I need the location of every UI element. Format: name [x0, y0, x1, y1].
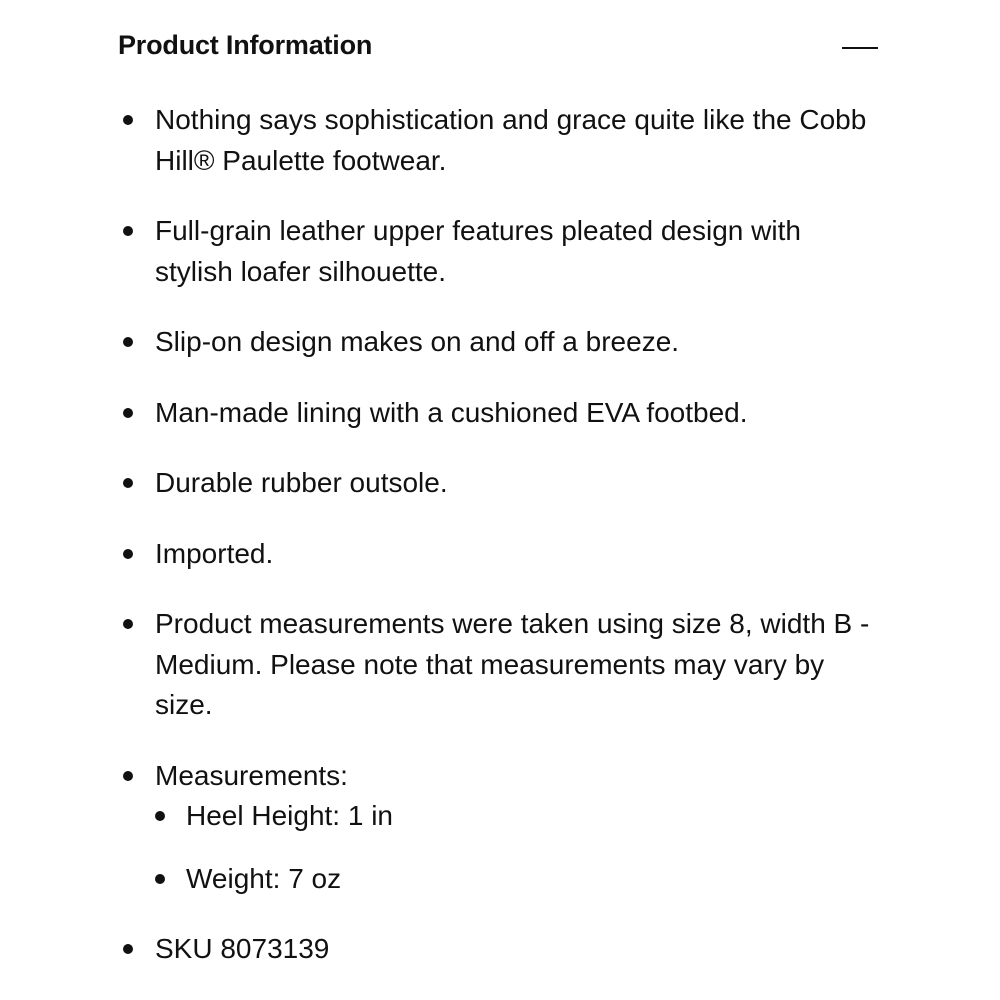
list-item	[155, 463, 885, 504]
sku-item	[155, 929, 885, 970]
bullet-icon	[123, 771, 133, 781]
list-item-text: Imported.	[155, 537, 274, 569]
list-item-text: Nothing says sophistication and grace quite like the Cobb Hill® Paulette footwear.	[155, 104, 867, 176]
measurement-item	[155, 859, 885, 900]
product-information-header[interactable]	[118, 28, 880, 68]
bullet-icon	[123, 619, 133, 629]
section-title: Product Information	[118, 30, 373, 60]
measurement-item	[155, 796, 885, 837]
list-item	[155, 322, 885, 363]
list-item	[155, 211, 885, 292]
bullet-icon	[155, 811, 165, 821]
measurements-label: Measurements:	[155, 759, 348, 791]
bullet-icon	[123, 944, 133, 954]
measurement-text: Heel Height: 1 in	[186, 800, 394, 831]
bullet-icon	[123, 408, 133, 418]
list-item	[155, 534, 885, 575]
minus-icon	[842, 47, 878, 49]
bullet-icon	[123, 115, 133, 125]
bullet-icon	[123, 337, 133, 347]
list-item-text: Man-made lining with a cushioned EVA footbed.	[155, 396, 748, 428]
list-item	[155, 393, 885, 434]
list-item	[155, 100, 885, 181]
list-item-text: Product measurements were taken using size 8, width B - Medium. Please note that measurements may vary by size.	[155, 608, 870, 720]
measurement-text: Weight: 7 oz	[186, 862, 342, 894]
bullet-icon	[123, 478, 133, 488]
bullet-icon	[123, 226, 133, 236]
measurements-list	[155, 796, 885, 899]
collapse-toggle-button[interactable]	[840, 32, 880, 64]
list-item-text: Slip-on design makes on and off a breeze.	[155, 326, 680, 357]
sku-text: SKU 8073139	[155, 933, 330, 964]
list-item	[155, 604, 885, 726]
product-details-list	[155, 100, 885, 1000]
list-item-text: Durable rubber outsole.	[155, 467, 448, 498]
measurements-item	[155, 756, 885, 900]
list-item-text: Full-grain leather upper features pleated design with stylish loafer silhouette.	[155, 215, 801, 287]
bullet-icon	[123, 549, 133, 559]
bullet-icon	[155, 874, 165, 884]
